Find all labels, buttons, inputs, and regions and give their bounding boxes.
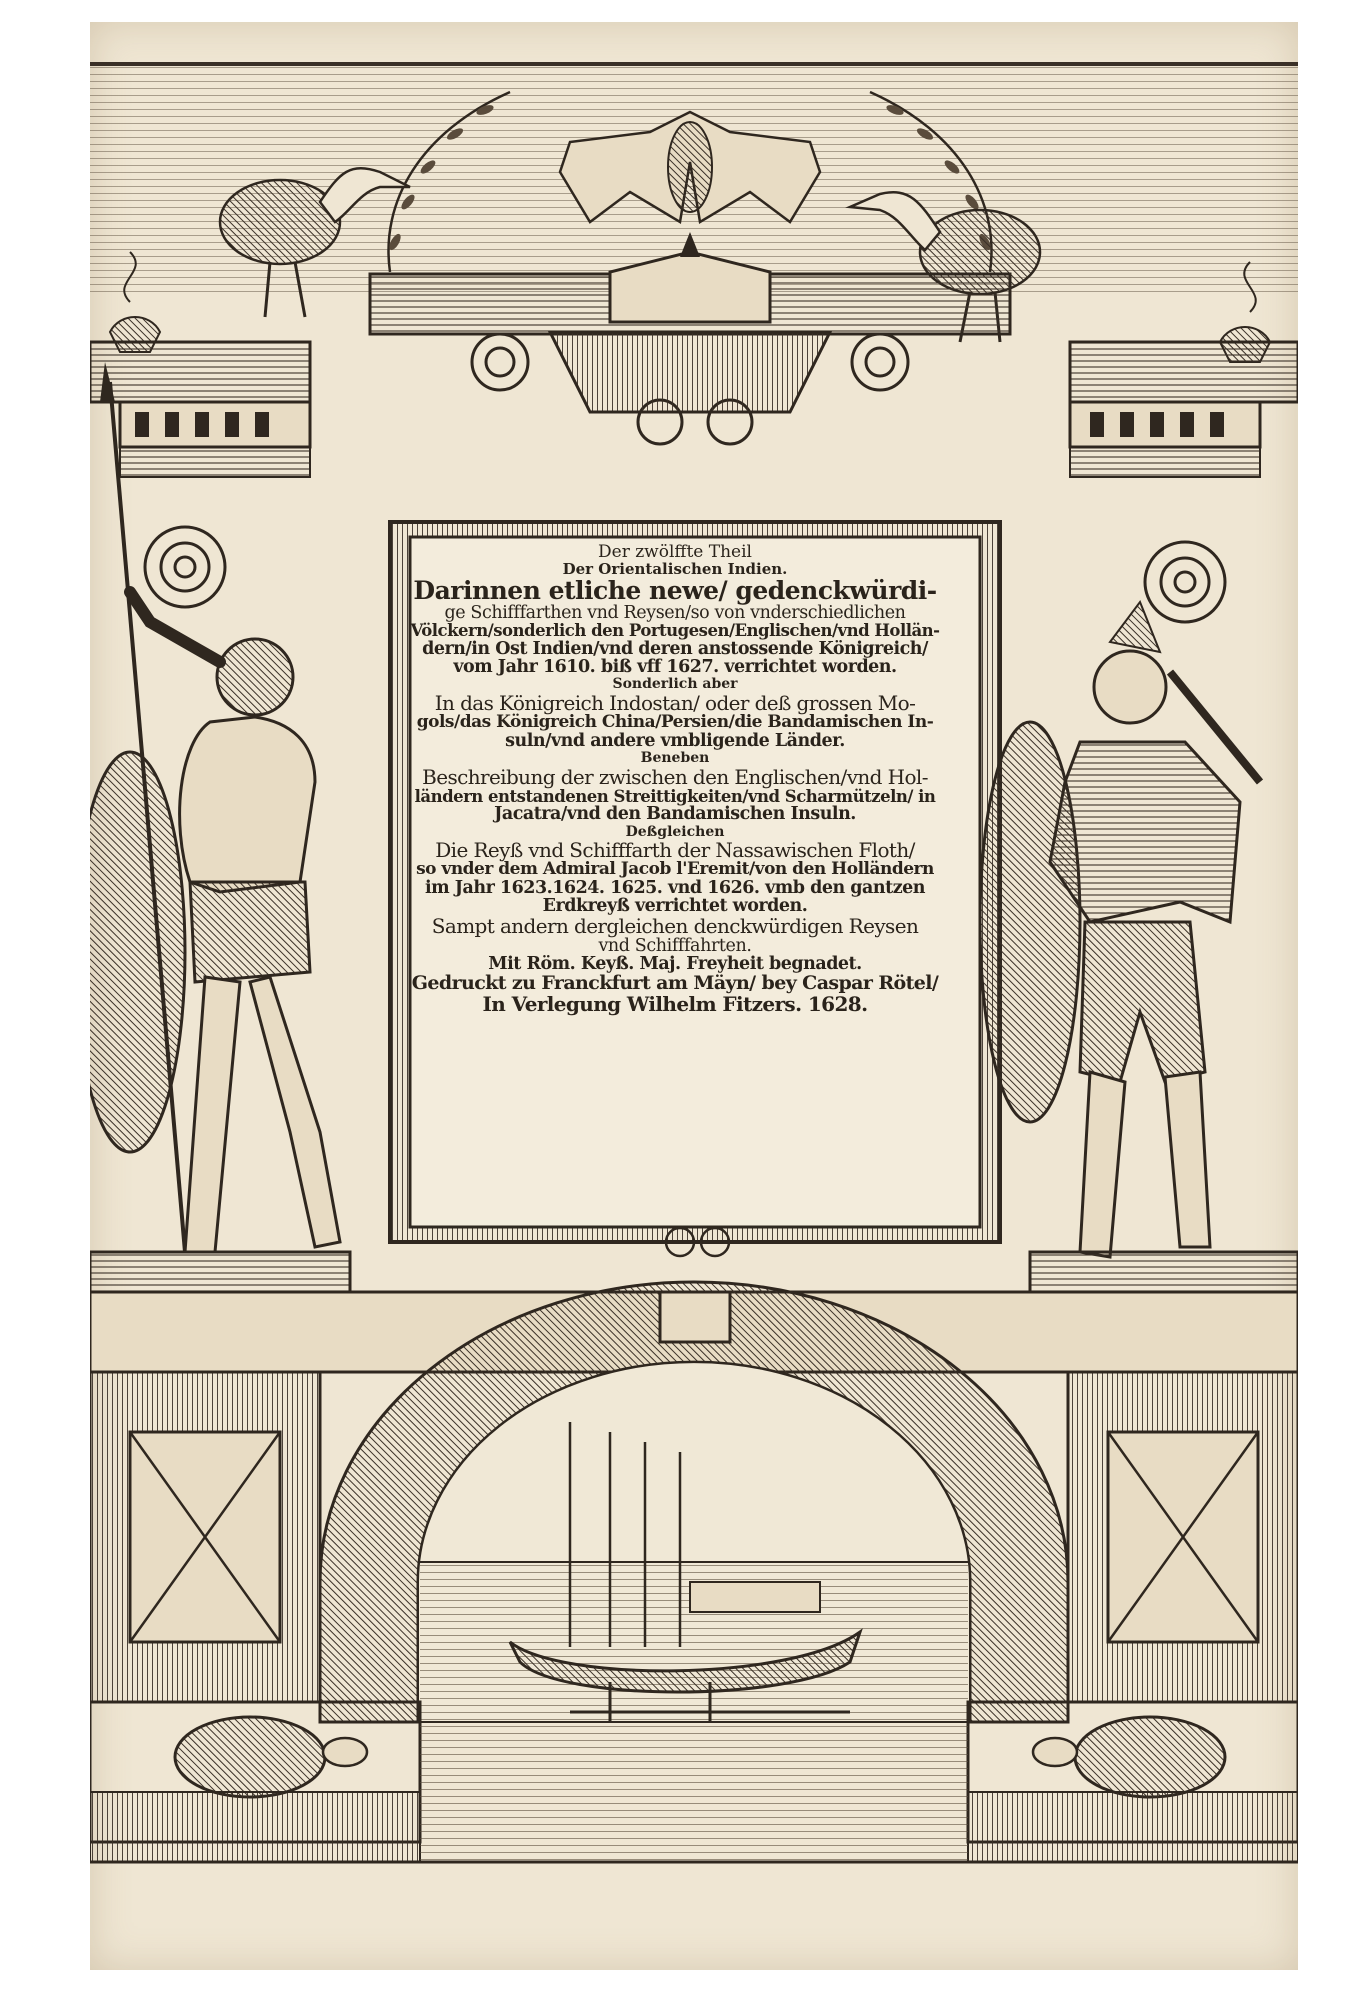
title-line-8: Sonderlich aber bbox=[612, 676, 738, 693]
title-line-16: Deßgleichen bbox=[625, 823, 725, 840]
title-line-3: Darinnen etliche newe/ gedenckwürdi- bbox=[413, 575, 937, 605]
title-line-10: gols/das Königreich China/Persien/die Bandamischen In- bbox=[416, 711, 934, 732]
title-line-18: so vnder dem Admiral Jacob l'Eremit/von den Holländern bbox=[416, 859, 934, 880]
title-line-14: ländern entstandenen Streittigkeiten/vnd Scharmützeln/ in bbox=[414, 786, 936, 806]
tortoise-left-icon bbox=[175, 1717, 367, 1797]
title-line-17: Die Reyß vnd Schifffarth der Nassawischen Floth/ bbox=[435, 838, 915, 863]
title-line-25: In Verlegung Wilhelm Fitzers. 1628. bbox=[482, 991, 868, 1016]
left-pillar-capital bbox=[90, 342, 310, 477]
title-line-19: im Jahr 1623.1624. 1625. vnd 1626. vmb den gantzen bbox=[425, 878, 925, 899]
title-line-20: Erdkreyß verrichtet worden. bbox=[542, 896, 808, 917]
title-line-2: Der Orientalischen Indien. bbox=[562, 559, 788, 578]
title-line-1: Der zwölffte Theil bbox=[598, 542, 752, 562]
title-text-block bbox=[410, 540, 940, 1210]
right-pillar-capital bbox=[1070, 342, 1298, 477]
title-line-6: dern/in Ost Indien/vnd deren anstossende Königreich/ bbox=[422, 638, 928, 659]
title-line-23: Mit Röm. Keyß. Maj. Freyheit begnadet. bbox=[488, 954, 862, 975]
title-line-12: Beneben bbox=[640, 750, 710, 767]
left-warrior-figure bbox=[90, 362, 340, 1252]
title-line-15: Jacatra/vnd den Bandamischen Insuln. bbox=[494, 804, 856, 825]
right-warrior-figure bbox=[980, 602, 1260, 1257]
title-line-21: Sampt andern dergleichen denckwürdigen Reysen bbox=[431, 913, 919, 938]
tortoise-right-icon bbox=[1033, 1717, 1225, 1797]
title-line-5: Völckern/sonderlich den Portugesen/Englischen/vnd Hollän- bbox=[410, 621, 940, 641]
title-line-22: vnd Schifffahrten. bbox=[598, 935, 752, 956]
title-line-9: In das Königreich Indostan/ oder deß grossen Mo- bbox=[434, 690, 916, 715]
title-line-24: Gedruckt zu Franckfurt am Mäyn/ bey Caspar Rötel/ bbox=[411, 971, 939, 994]
title-line-7: vom Jahr 1610. biß vff 1627. verrichtet worden. bbox=[453, 656, 897, 677]
title-line-11: suln/vnd andere vmbligende Länder. bbox=[505, 730, 845, 751]
title-line-4: ge Schifffarthen vnd Reysen/so von vnderschiedlichen bbox=[444, 602, 906, 623]
title-line-13: Beschreibung der zwischen den Englischen/vnd Hol- bbox=[422, 764, 928, 789]
